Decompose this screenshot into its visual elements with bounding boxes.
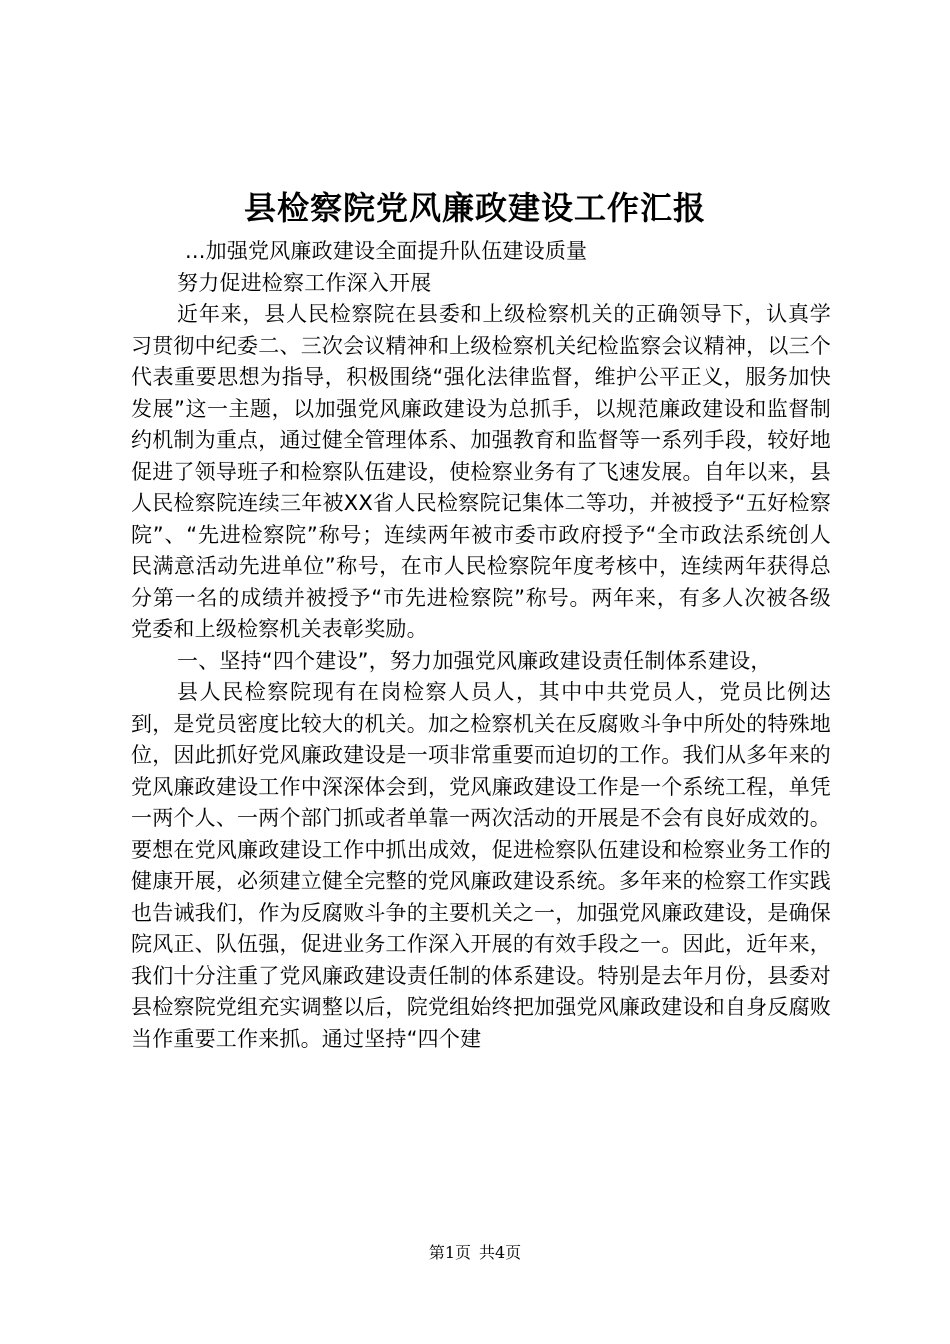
- page-number: 第1页: [428, 1243, 471, 1262]
- section-heading: 一、坚持“四个建设”，努力加强党风廉政建设责任制体系建设，: [177, 648, 772, 673]
- page-total: 共4页: [479, 1243, 522, 1262]
- document-body: [131, 236, 831, 1055]
- subtitle-line-1: ...加强党风廉政建设全面提升队伍建设质量: [185, 239, 588, 263]
- paragraph: 近年来，县人民检察院在县委和上级检察机关的正确领导下，认真学习贯彻中纪委二、三次会议精神和上级检察机关纪检监察会议精神，以三个代表重要思想为指导，积极围绕“强化法律监督，维护公平正义，服务加快发展”这一主题，以加强党风廉政建设为总抓手，以规范廉政建设和监督制约机制为重点，通过健全管理体系、加强教育和监督等一系列手段，较好地促进了领导班子和检察队伍建设，使检察业务有了飞速发展。自年以来，县人民检察院连续三年被XX省人民检察院记集体二等功，并被授予“五好检察院”、“先进检察院”称号；连续两年被市委市政府授予“全市政法系统创人民满意活动先进单位”称号，在市人民检察院年度考核中，连续两年获得总分第一名的成绩并被授予“市先进检察院”称号。两年来，有多人次被各级党委和上级检察机关表彰奖励。: [131, 302, 831, 641]
- paragraph: 县人民检察院现有在岗检察人员人，其中中共党员人，党员比例达到，是党员密度比较大的机关。加之检察机关在反腐败斗争中所处的特殊地位，因此抓好党风廉政建设是一项非常重要而迫切的工作。我们从多年来的党风廉政建设工作中深深体会到，党风廉政建设工作是一个系统工程，单凭一两个人、一两个部门抓或者单靠一两次活动的开展是不会有良好成效的。要想在党风廉政建设工作中抓出成效，促进检察队伍建设和检察业务工作的健康开展，必须建立健全完整的党风廉政建设系统。多年来的检察工作实践也告诫我们，作为反腐败斗争的主要机关之一，加强党风廉政建设，是确保院风正、队伍强，促进业务工作深入开展的有效手段之一。因此，近年来，我们十分注重了党风廉政建设责任制的体系建设。特别是去年月份，县委对县检察院党组充实调整以后，院党组始终把加强党风廉政建设和自身反腐败当作重要工作来抓。通过坚持“四个建: [131, 680, 831, 1051]
- page-footer: [0, 1241, 950, 1265]
- document-title: 县检察院党风廉政建设工作汇报: [243, 189, 706, 227]
- subtitle-line-2: 努力促进检察工作深入开展: [177, 270, 432, 295]
